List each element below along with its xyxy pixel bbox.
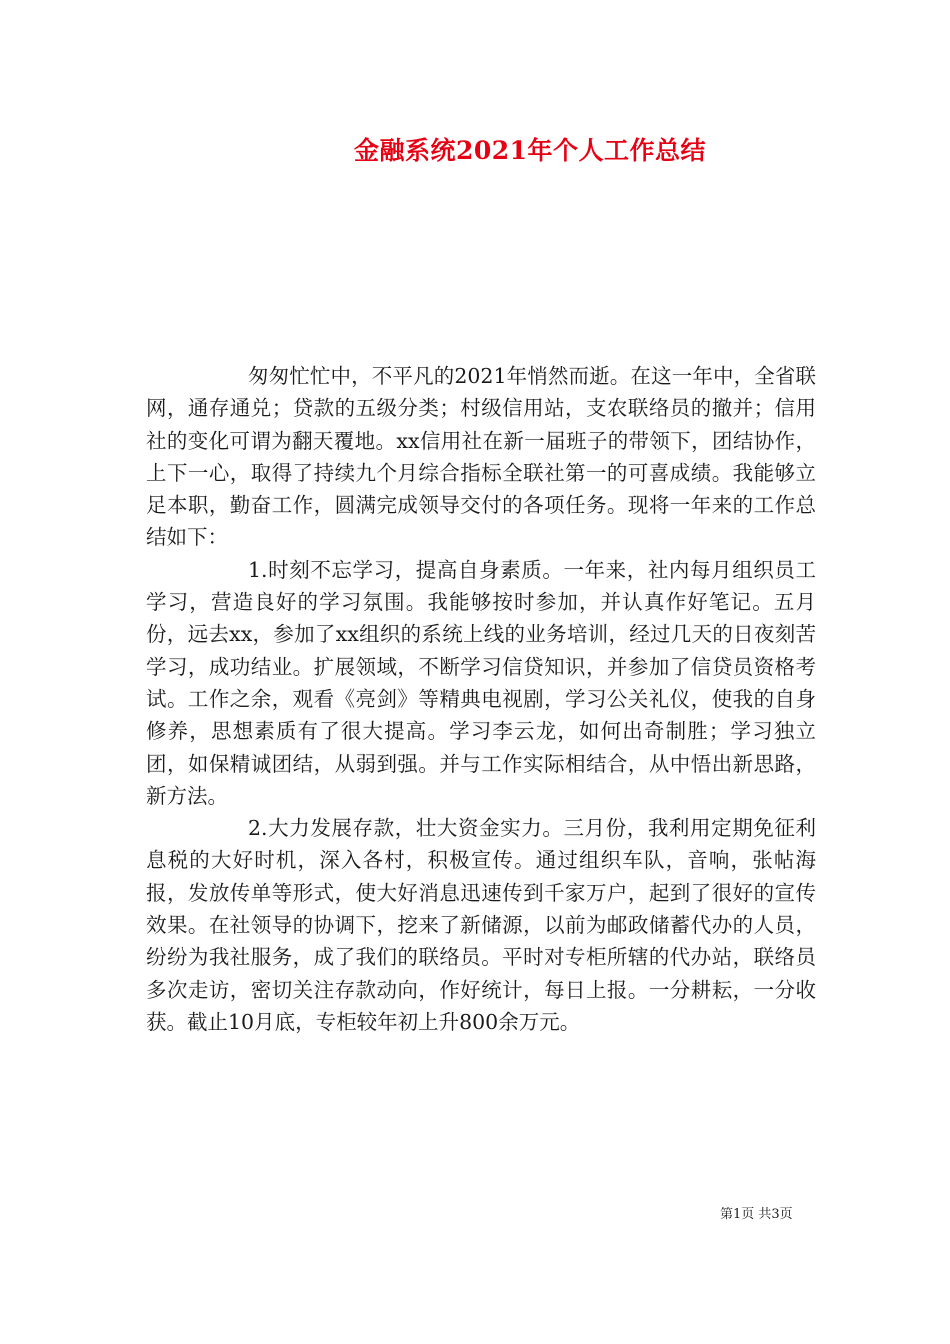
paragraph-intro: 匆匆忙忙中，不平凡的2021年悄然而逝。在这一年中，全省联网，通存通兑；贷款的五级分类；村级信用站，支农联络员的撤并；信用社的变化可谓为翻天覆地。xx信用社在新一届班子的带领下，团结协作，上下一心，取得了持续九个月综合指标全联社第一的可喜成绩。我能够立足本职，勤奋工作，圆满完成领导交付的各项任务。现将一年来的工作总结如下：	[146, 364, 816, 550]
paragraph-study: 1.时刻不忘学习，提高自身素质。一年来，社内每月组织员工学习，营造良好的学习氛围。我能够按时参加，并认真作好笔记。五月份，远去xx，参加了xx组织的系统上线的业务培训，经过几天的日夜刻苦学习，成功结业。扩展领域，不断学习信贷知识，并参加了信贷员资格考试。工作之余，观看《亮剑》等精典电视剧，学习公关礼仪，使我的自身修养，思想素质有了很大提高。学习李云龙，如何出奇制胜；学习独立团，如保精诚团结，从弱到强。并与工作实际相结合，从中悟出新思路，新方法。	[146, 557, 816, 808]
document-title: 金融系统2021年个人工作总结	[353, 136, 707, 165]
document-body	[146, 360, 816, 1038]
page-number: 第1页 共3页	[720, 1207, 793, 1222]
paragraph-deposits: 2.大力发展存款，壮大资金实力。三月份，我利用定期免征利息税的大好时机，深入各村，积极宣传。通过组织车队，音响，张帖海报，发放传单等形式，使大好消息迅速传到千家万户，起到了很好的宣传效果。在社领导的协调下，挖来了新储源，以前为邮政储蓄代办的人员，纷纷为我社服务，成了我们的联络员。平时对专柜所辖的代办站，联络员多次走访，密切关注存款动向，作好统计，每日上报。一分耕耘，一分收获。截止10月底，专柜较年初上升800余万元。	[146, 816, 816, 1034]
